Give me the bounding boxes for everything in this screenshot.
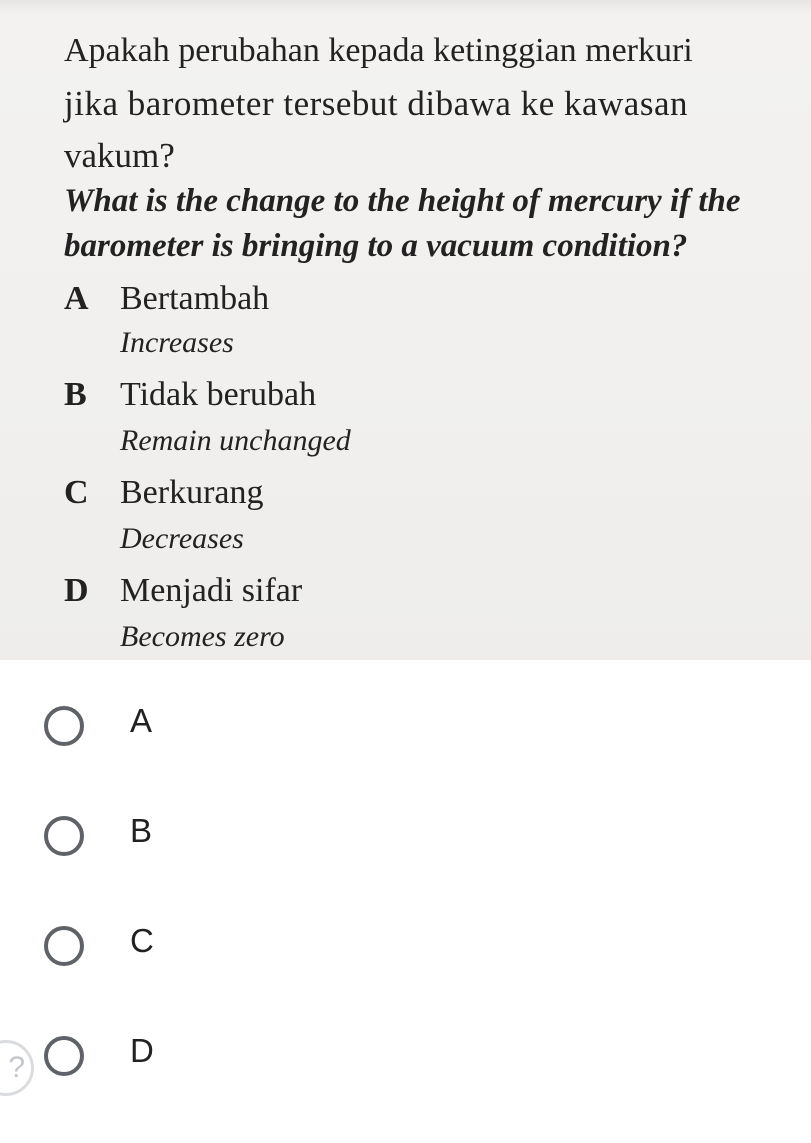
radio-c[interactable] xyxy=(44,926,84,966)
choice-d[interactable] xyxy=(40,1018,800,1098)
option-c-english: Decreases xyxy=(120,522,244,555)
choice-b[interactable] xyxy=(40,798,800,878)
question-malay-line1: Apakah perubahan kepada ketinggian merkuri xyxy=(64,32,693,69)
help-icon[interactable]: ? xyxy=(0,1040,34,1096)
option-b-malay: Tidak berubah xyxy=(120,376,317,413)
question-english-line1: What is the change to the height of mercury if the xyxy=(64,183,741,219)
radio-b[interactable] xyxy=(44,816,84,856)
option-d-malay: Menjadi sifar xyxy=(120,572,303,609)
choice-a-label: A xyxy=(130,702,153,739)
choice-c[interactable] xyxy=(40,908,800,988)
option-b-english: Remain unchanged xyxy=(120,424,351,457)
option-d-letter: D xyxy=(64,572,89,609)
question-malay-line3: vakum? xyxy=(64,136,175,175)
question-malay-line2: jika barometer tersebut dibawa ke kawasan xyxy=(64,84,688,123)
choice-c-label: C xyxy=(130,922,154,959)
option-a-letter: A xyxy=(64,280,89,317)
choice-b-label: B xyxy=(130,812,153,849)
option-b-letter: B xyxy=(64,376,87,413)
radio-a[interactable] xyxy=(44,706,84,746)
question-english-line2: barometer is bringing to a vacuum condition? xyxy=(64,228,688,264)
option-c-malay: Berkurang xyxy=(120,474,264,511)
choice-a[interactable] xyxy=(40,688,800,768)
choice-d-label: D xyxy=(130,1032,154,1069)
radio-d[interactable] xyxy=(44,1036,84,1076)
option-c-letter: C xyxy=(64,474,89,511)
option-a-malay: Bertambah xyxy=(120,280,270,317)
option-a-english: Increases xyxy=(120,326,234,359)
option-d-english: Becomes zero xyxy=(120,620,285,653)
